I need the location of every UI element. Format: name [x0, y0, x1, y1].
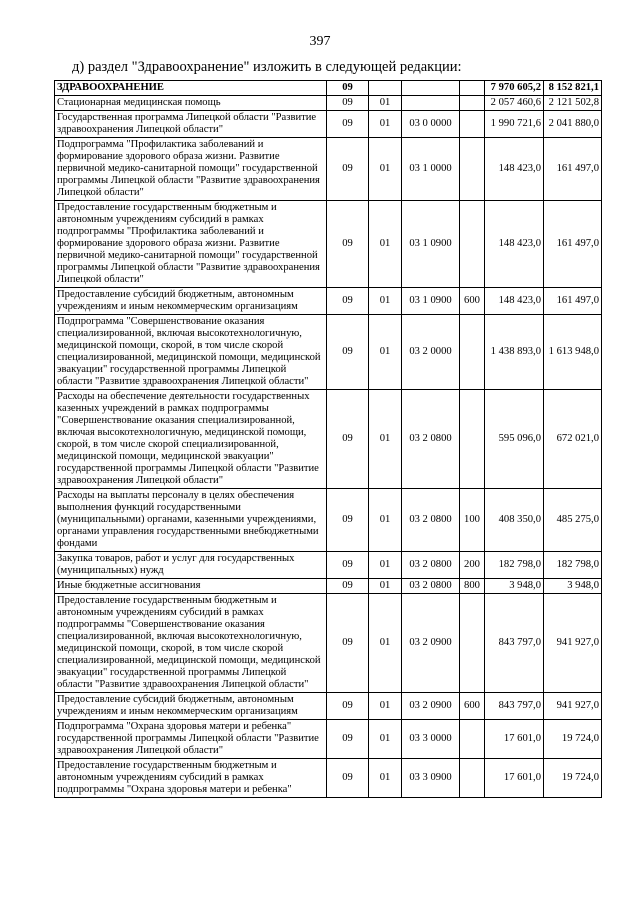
expense-type-code [460, 111, 485, 138]
subsection-code: 01 [369, 552, 402, 579]
row-name: Предоставление государственным бюджетным и автономным учреждениям субсидий в рамках подпрограммы "Совершенствование оказания специализированной, включая высокотехнологичную, медицинской помощи, скорой, в том числе скорой специализированной, медицинской помощи, медицинской эвакуации" государственной программы Липецкой области "Развитие здравоохранения Липецкой области" [55, 594, 327, 693]
table-row [55, 720, 602, 759]
row-name: Закупка товаров, работ и услуг для государственных (муниципальных) нужд [55, 552, 327, 579]
table-row [55, 201, 602, 288]
section-code: 09 [327, 759, 369, 798]
amount-year-2: 3 948,0 [544, 579, 602, 594]
row-name: Подпрограмма "Охрана здоровья матери и ребенка" государственной программы Липецкой области "Развитие здравоохранения Липецкой области" [55, 720, 327, 759]
amount-year-1: 17 601,0 [485, 720, 544, 759]
table-header-row [55, 81, 602, 96]
subsection-code: 01 [369, 579, 402, 594]
expense-type-code [460, 594, 485, 693]
expense-type-code: 600 [460, 288, 485, 315]
table-row [55, 288, 602, 315]
row-name: Предоставление государственным бюджетным и автономным учреждениям субсидий в рамках подпрограммы "Охрана здоровья матери и ребенка" [55, 759, 327, 798]
row-name: Подпрограмма "Профилактика заболеваний и формирование здорового образа жизни. Развитие первичной медико-санитарной помощи" государственной программы Липецкой области "Развитие здравоохранения Липецкой области" [55, 138, 327, 201]
table-row [55, 96, 602, 111]
target-article-code: 03 2 0800 [402, 489, 460, 552]
amount-year-2: 941 927,0 [544, 594, 602, 693]
table-row [55, 693, 602, 720]
target-article-code: 03 3 0900 [402, 759, 460, 798]
table-row [55, 489, 602, 552]
target-article-code: 03 2 0000 [402, 315, 460, 390]
amount-year-2: 941 927,0 [544, 693, 602, 720]
subsection-code: 01 [369, 96, 402, 111]
target-article-code: 03 2 0800 [402, 390, 460, 489]
subsection-code: 01 [369, 288, 402, 315]
amount-year-2: 485 275,0 [544, 489, 602, 552]
table-row [55, 552, 602, 579]
page-number: 397 [309, 34, 331, 49]
amount-year-1: 843 797,0 [485, 594, 544, 693]
table-row [55, 111, 602, 138]
section-intro: д) раздел "Здравоохранение" изложить в следующей редакции: [72, 59, 462, 75]
target-article-code: 03 0 0000 [402, 111, 460, 138]
amount-year-1: 17 601,0 [485, 759, 544, 798]
target-article-code: 03 2 0800 [402, 579, 460, 594]
amount-year-2: 8 152 821,1 [544, 81, 602, 96]
subsection-code: 01 [369, 759, 402, 798]
budget-table-body [55, 81, 602, 798]
amount-year-1: 3 948,0 [485, 579, 544, 594]
target-article-code [402, 96, 460, 111]
row-name: Расходы на обеспечение деятельности государственных казенных учреждений в рамках подпрограммы "Совершенствование оказания специализированной, включая высокотехнологичную, медицинской помощи, скорой, в том числе скорой специализированной, медицинской помощи, медицинской эвакуации" государственной программы Липецкой области "Развитие здравоохранения Липецкой области" [55, 390, 327, 489]
expense-type-code [460, 720, 485, 759]
expense-type-code: 100 [460, 489, 485, 552]
expense-type-code: 600 [460, 693, 485, 720]
amount-year-1: 182 798,0 [485, 552, 544, 579]
section-code: 09 [327, 81, 369, 96]
section-code: 09 [327, 693, 369, 720]
target-article-code: 03 1 0000 [402, 138, 460, 201]
subsection-code: 01 [369, 489, 402, 552]
row-name: Стационарная медицинская помощь [55, 96, 327, 111]
subsection-code [369, 81, 402, 96]
row-name: Государственная программа Липецкой области "Развитие здравоохранения Липецкой области" [55, 111, 327, 138]
section-code: 09 [327, 390, 369, 489]
row-name: Подпрограмма "Совершенствование оказания специализированной, включая высокотехнологичную, медицинской помощи, скорой, в том числе скорой специализированной, медицинской помощи, медицинской эвакуации" государственной программы Липецкой области "Развитие здравоохранения Липецкой области" [55, 315, 327, 390]
amount-year-1: 843 797,0 [485, 693, 544, 720]
expense-type-code [460, 390, 485, 489]
expense-type-code: 200 [460, 552, 485, 579]
section-code: 09 [327, 138, 369, 201]
subsection-code: 01 [369, 594, 402, 693]
expense-type-code [460, 81, 485, 96]
amount-year-2: 182 798,0 [544, 552, 602, 579]
subsection-code: 01 [369, 111, 402, 138]
section-code: 09 [327, 288, 369, 315]
row-name: ЗДРАВООХРАНЕНИЕ [55, 81, 327, 96]
budget-table [54, 80, 602, 798]
amount-year-2: 161 497,0 [544, 288, 602, 315]
subsection-code: 01 [369, 201, 402, 288]
amount-year-1: 1 990 721,6 [485, 111, 544, 138]
subsection-code: 01 [369, 315, 402, 390]
amount-year-1: 2 057 460,6 [485, 96, 544, 111]
subsection-code: 01 [369, 138, 402, 201]
amount-year-1: 148 423,0 [485, 288, 544, 315]
target-article-code [402, 81, 460, 96]
row-name: Иные бюджетные ассигнования [55, 579, 327, 594]
amount-year-2: 161 497,0 [544, 138, 602, 201]
table-row [55, 138, 602, 201]
expense-type-code [460, 759, 485, 798]
amount-year-2: 2 121 502,8 [544, 96, 602, 111]
target-article-code: 03 1 0900 [402, 288, 460, 315]
table-row [55, 579, 602, 594]
amount-year-2: 161 497,0 [544, 201, 602, 288]
expense-type-code [460, 201, 485, 288]
target-article-code: 03 2 0900 [402, 693, 460, 720]
target-article-code: 03 2 0800 [402, 552, 460, 579]
row-name: Предоставление субсидий бюджетным, автономным учреждениям и иным некоммерческим организациям [55, 693, 327, 720]
expense-type-code [460, 315, 485, 390]
subsection-code: 01 [369, 390, 402, 489]
table-row [55, 759, 602, 798]
row-name: Предоставление субсидий бюджетным, автономным учреждениям и иным некоммерческим организациям [55, 288, 327, 315]
amount-year-2: 1 613 948,0 [544, 315, 602, 390]
amount-year-1: 1 438 893,0 [485, 315, 544, 390]
section-code: 09 [327, 201, 369, 288]
amount-year-1: 595 096,0 [485, 390, 544, 489]
section-code: 09 [327, 579, 369, 594]
subsection-code: 01 [369, 720, 402, 759]
target-article-code: 03 3 0000 [402, 720, 460, 759]
amount-year-2: 19 724,0 [544, 720, 602, 759]
expense-type-code: 800 [460, 579, 485, 594]
section-code: 09 [327, 315, 369, 390]
amount-year-1: 148 423,0 [485, 138, 544, 201]
section-code: 09 [327, 96, 369, 111]
target-article-code: 03 1 0900 [402, 201, 460, 288]
amount-year-1: 148 423,0 [485, 201, 544, 288]
section-code: 09 [327, 720, 369, 759]
row-name: Предоставление государственным бюджетным и автономным учреждениям субсидий в рамках подпрограммы "Профилактика заболеваний и формирование здорового образа жизни. Развитие первичной медико-санитарной помощи" государственной программы Липецкой области "Развитие здравоохранения Липецкой области" [55, 201, 327, 288]
amount-year-1: 408 350,0 [485, 489, 544, 552]
expense-type-code [460, 96, 485, 111]
table-row [55, 315, 602, 390]
section-code: 09 [327, 594, 369, 693]
amount-year-2: 672 021,0 [544, 390, 602, 489]
section-code: 09 [327, 552, 369, 579]
section-code: 09 [327, 489, 369, 552]
section-code: 09 [327, 111, 369, 138]
amount-year-1: 7 970 605,2 [485, 81, 544, 96]
table-row [55, 594, 602, 693]
target-article-code: 03 2 0900 [402, 594, 460, 693]
expense-type-code [460, 138, 485, 201]
amount-year-2: 2 041 880,0 [544, 111, 602, 138]
amount-year-2: 19 724,0 [544, 759, 602, 798]
subsection-code: 01 [369, 693, 402, 720]
table-row [55, 390, 602, 489]
row-name: Расходы на выплаты персоналу в целях обеспечения выполнения функций государственными (муниципальными) органами, казенными учреждениями, органами управления государственными внебюджетными фондами [55, 489, 327, 552]
